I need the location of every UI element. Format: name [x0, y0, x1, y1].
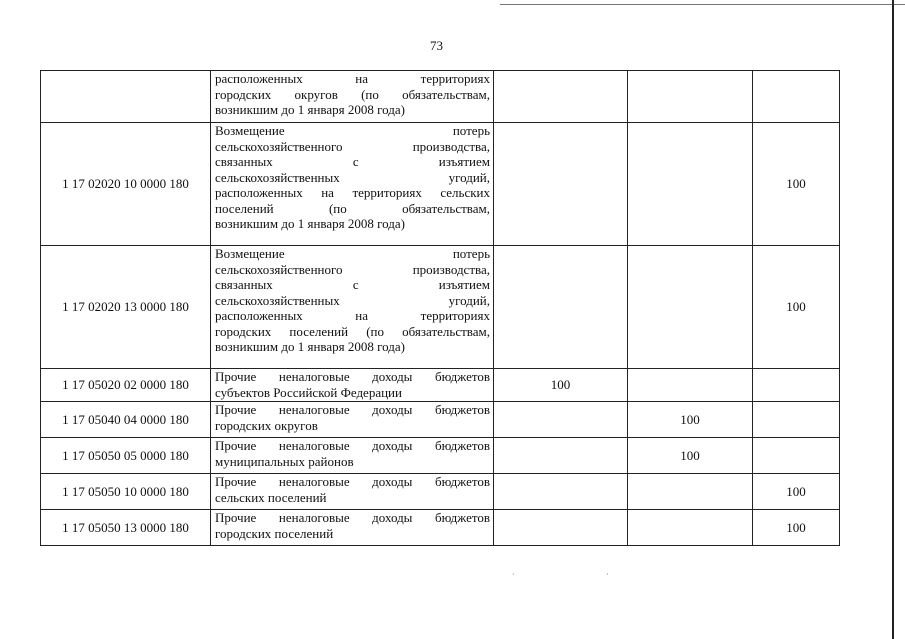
page-number: 73 — [430, 38, 443, 53]
percent-cell-3 — [753, 71, 840, 123]
percent-cell-3: 100 — [753, 510, 840, 546]
percent-cell-2 — [628, 510, 753, 546]
percent-cell-3 — [753, 438, 840, 474]
description-line: Возмещение потерь — [215, 123, 490, 138]
scan-border-line — [500, 4, 905, 5]
percent-cell-1 — [494, 510, 628, 546]
budget-code-cell: 1 17 05050 13 0000 180 — [41, 510, 211, 546]
description-line: возникшим до 1 января 2008 года) — [215, 339, 405, 354]
budget-code-cell: 1 17 05040 04 0000 180 — [41, 402, 211, 438]
description-line: расположенных на территориях сельских — [215, 185, 490, 200]
percent-cell-1 — [494, 123, 628, 246]
percent-cell-2: 100 — [628, 438, 753, 474]
table-body — [41, 71, 840, 546]
table-row — [41, 123, 840, 246]
table-row — [41, 510, 840, 546]
description-line: поселений (по обязательствам, — [215, 200, 490, 216]
table-row — [41, 71, 840, 123]
percent-cell-3: 100 — [753, 474, 840, 510]
description-line: сельскохозяйственных угодий, — [215, 292, 490, 308]
table-row — [41, 369, 840, 402]
table-row — [41, 402, 840, 438]
description-line: связанных с изъятием — [215, 154, 490, 169]
description-line: субъектов Российской Федерации — [215, 384, 402, 400]
description-cell — [211, 402, 494, 438]
percent-cell-1 — [494, 474, 628, 510]
description-line: Прочие неналоговые доходы бюджетов — [215, 369, 490, 384]
percent-cell-2 — [628, 123, 753, 246]
revenue-classification-table — [40, 70, 840, 546]
percent-cell-3: 100 — [753, 246, 840, 369]
percent-cell-1: 100 — [494, 369, 628, 402]
description-line: возникшим до 1 января 2008 года) — [215, 102, 405, 117]
percent-cell-2 — [628, 369, 753, 402]
percent-cell-1 — [494, 438, 628, 474]
percent-cell-2 — [628, 71, 753, 123]
description-line: Прочие неналоговые доходы бюджетов — [215, 474, 490, 489]
description-cell — [211, 369, 494, 402]
description-cell — [211, 123, 494, 246]
table-row — [41, 246, 840, 369]
description-line: городских округов — [215, 417, 318, 433]
percent-cell-3 — [753, 402, 840, 438]
description-line: возникшим до 1 января 2008 года) — [215, 216, 405, 231]
budget-code-cell: 1 17 05050 05 0000 180 — [41, 438, 211, 474]
description-line: городских поселений (по обязательствам, — [215, 323, 490, 339]
description-cell — [211, 510, 494, 546]
description-line: расположенных на территориях — [215, 71, 490, 86]
description-line: сельскохозяйственного производства, — [215, 138, 490, 154]
percent-cell-2 — [628, 246, 753, 369]
description-cell — [211, 246, 494, 369]
description-line: Прочие неналоговые доходы бюджетов — [215, 510, 490, 525]
percent-cell-2: 100 — [628, 402, 753, 438]
description-line: городских поселений — [215, 525, 334, 541]
percent-cell-1 — [494, 402, 628, 438]
percent-cell-1 — [494, 246, 628, 369]
description-line: муниципальных районов — [215, 453, 354, 469]
percent-cell-3: 100 — [753, 123, 840, 246]
budget-code-cell: 1 17 02020 10 0000 180 — [41, 123, 211, 246]
percent-cell-1 — [494, 71, 628, 123]
description-line: сельскохозяйственного производства, — [215, 261, 490, 277]
scan-speck: · — [606, 570, 609, 579]
description-line: расположенных на территориях — [215, 308, 490, 323]
scan-speck: · — [512, 570, 515, 579]
description-cell — [211, 71, 494, 123]
budget-code-cell: 1 17 05050 10 0000 180 — [41, 474, 211, 510]
percent-cell-3 — [753, 369, 840, 402]
description-line: Прочие неналоговые доходы бюджетов — [215, 438, 490, 453]
description-line: связанных с изъятием — [215, 277, 490, 292]
description-line: сельских поселений — [215, 489, 327, 505]
budget-code-cell — [41, 71, 211, 123]
description-cell — [211, 474, 494, 510]
budget-code-cell: 1 17 05020 02 0000 180 — [41, 369, 211, 402]
table-row — [41, 438, 840, 474]
description-line: Возмещение потерь — [215, 246, 490, 261]
table-row — [41, 474, 840, 510]
scan-edge — [892, 0, 894, 639]
description-line: городских округов (по обязательствам, — [215, 86, 490, 102]
budget-code-cell: 1 17 02020 13 0000 180 — [41, 246, 211, 369]
description-cell — [211, 438, 494, 474]
description-line: Прочие неналоговые доходы бюджетов — [215, 402, 490, 417]
description-line: сельскохозяйственных угодий, — [215, 169, 490, 185]
percent-cell-2 — [628, 474, 753, 510]
